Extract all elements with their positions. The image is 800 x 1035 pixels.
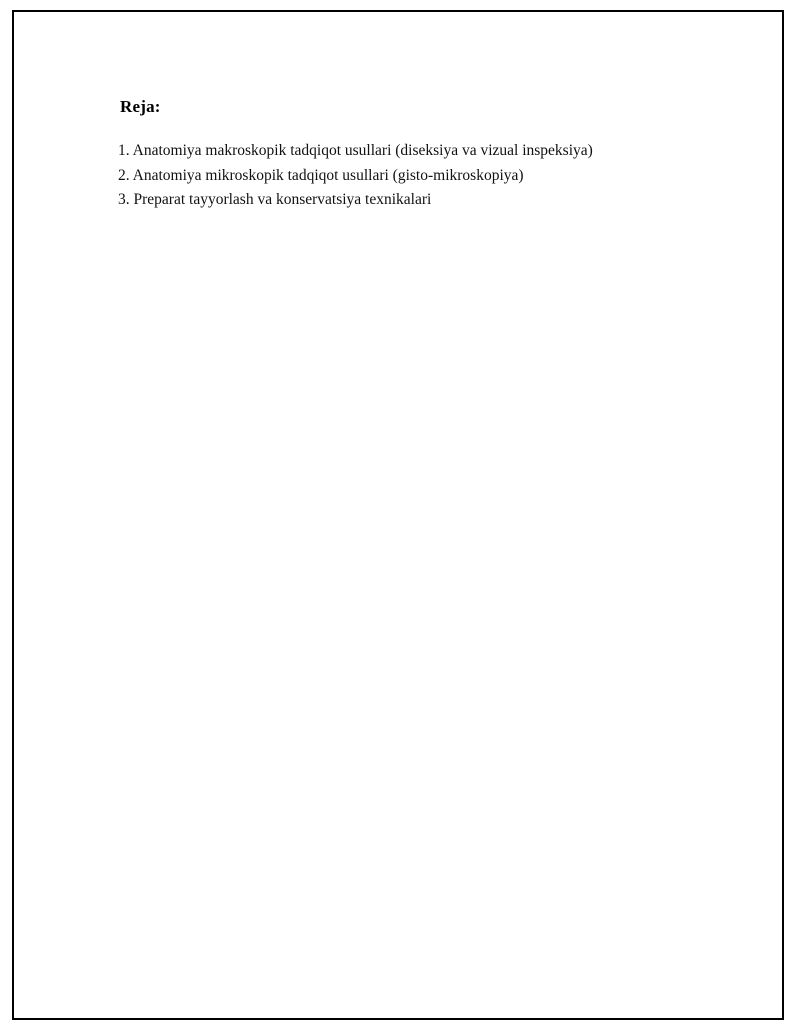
list-item: 2. Anatomiya mikroskopik tadqiqot usullari (gisto-mikroskopiya) — [118, 166, 524, 184]
page-title: Reja: — [120, 97, 161, 116]
plan-list — [118, 139, 718, 213]
list-item: 3. Preparat tayyorlash va konservatsiya texnikalari — [118, 191, 432, 208]
page-content-area — [14, 12, 782, 1018]
document-page — [12, 10, 784, 1020]
list-item: 1. Anatomiya makroskopik tadqiqot usullari (diseksiya va vizual inspeksiya) — [118, 142, 593, 159]
